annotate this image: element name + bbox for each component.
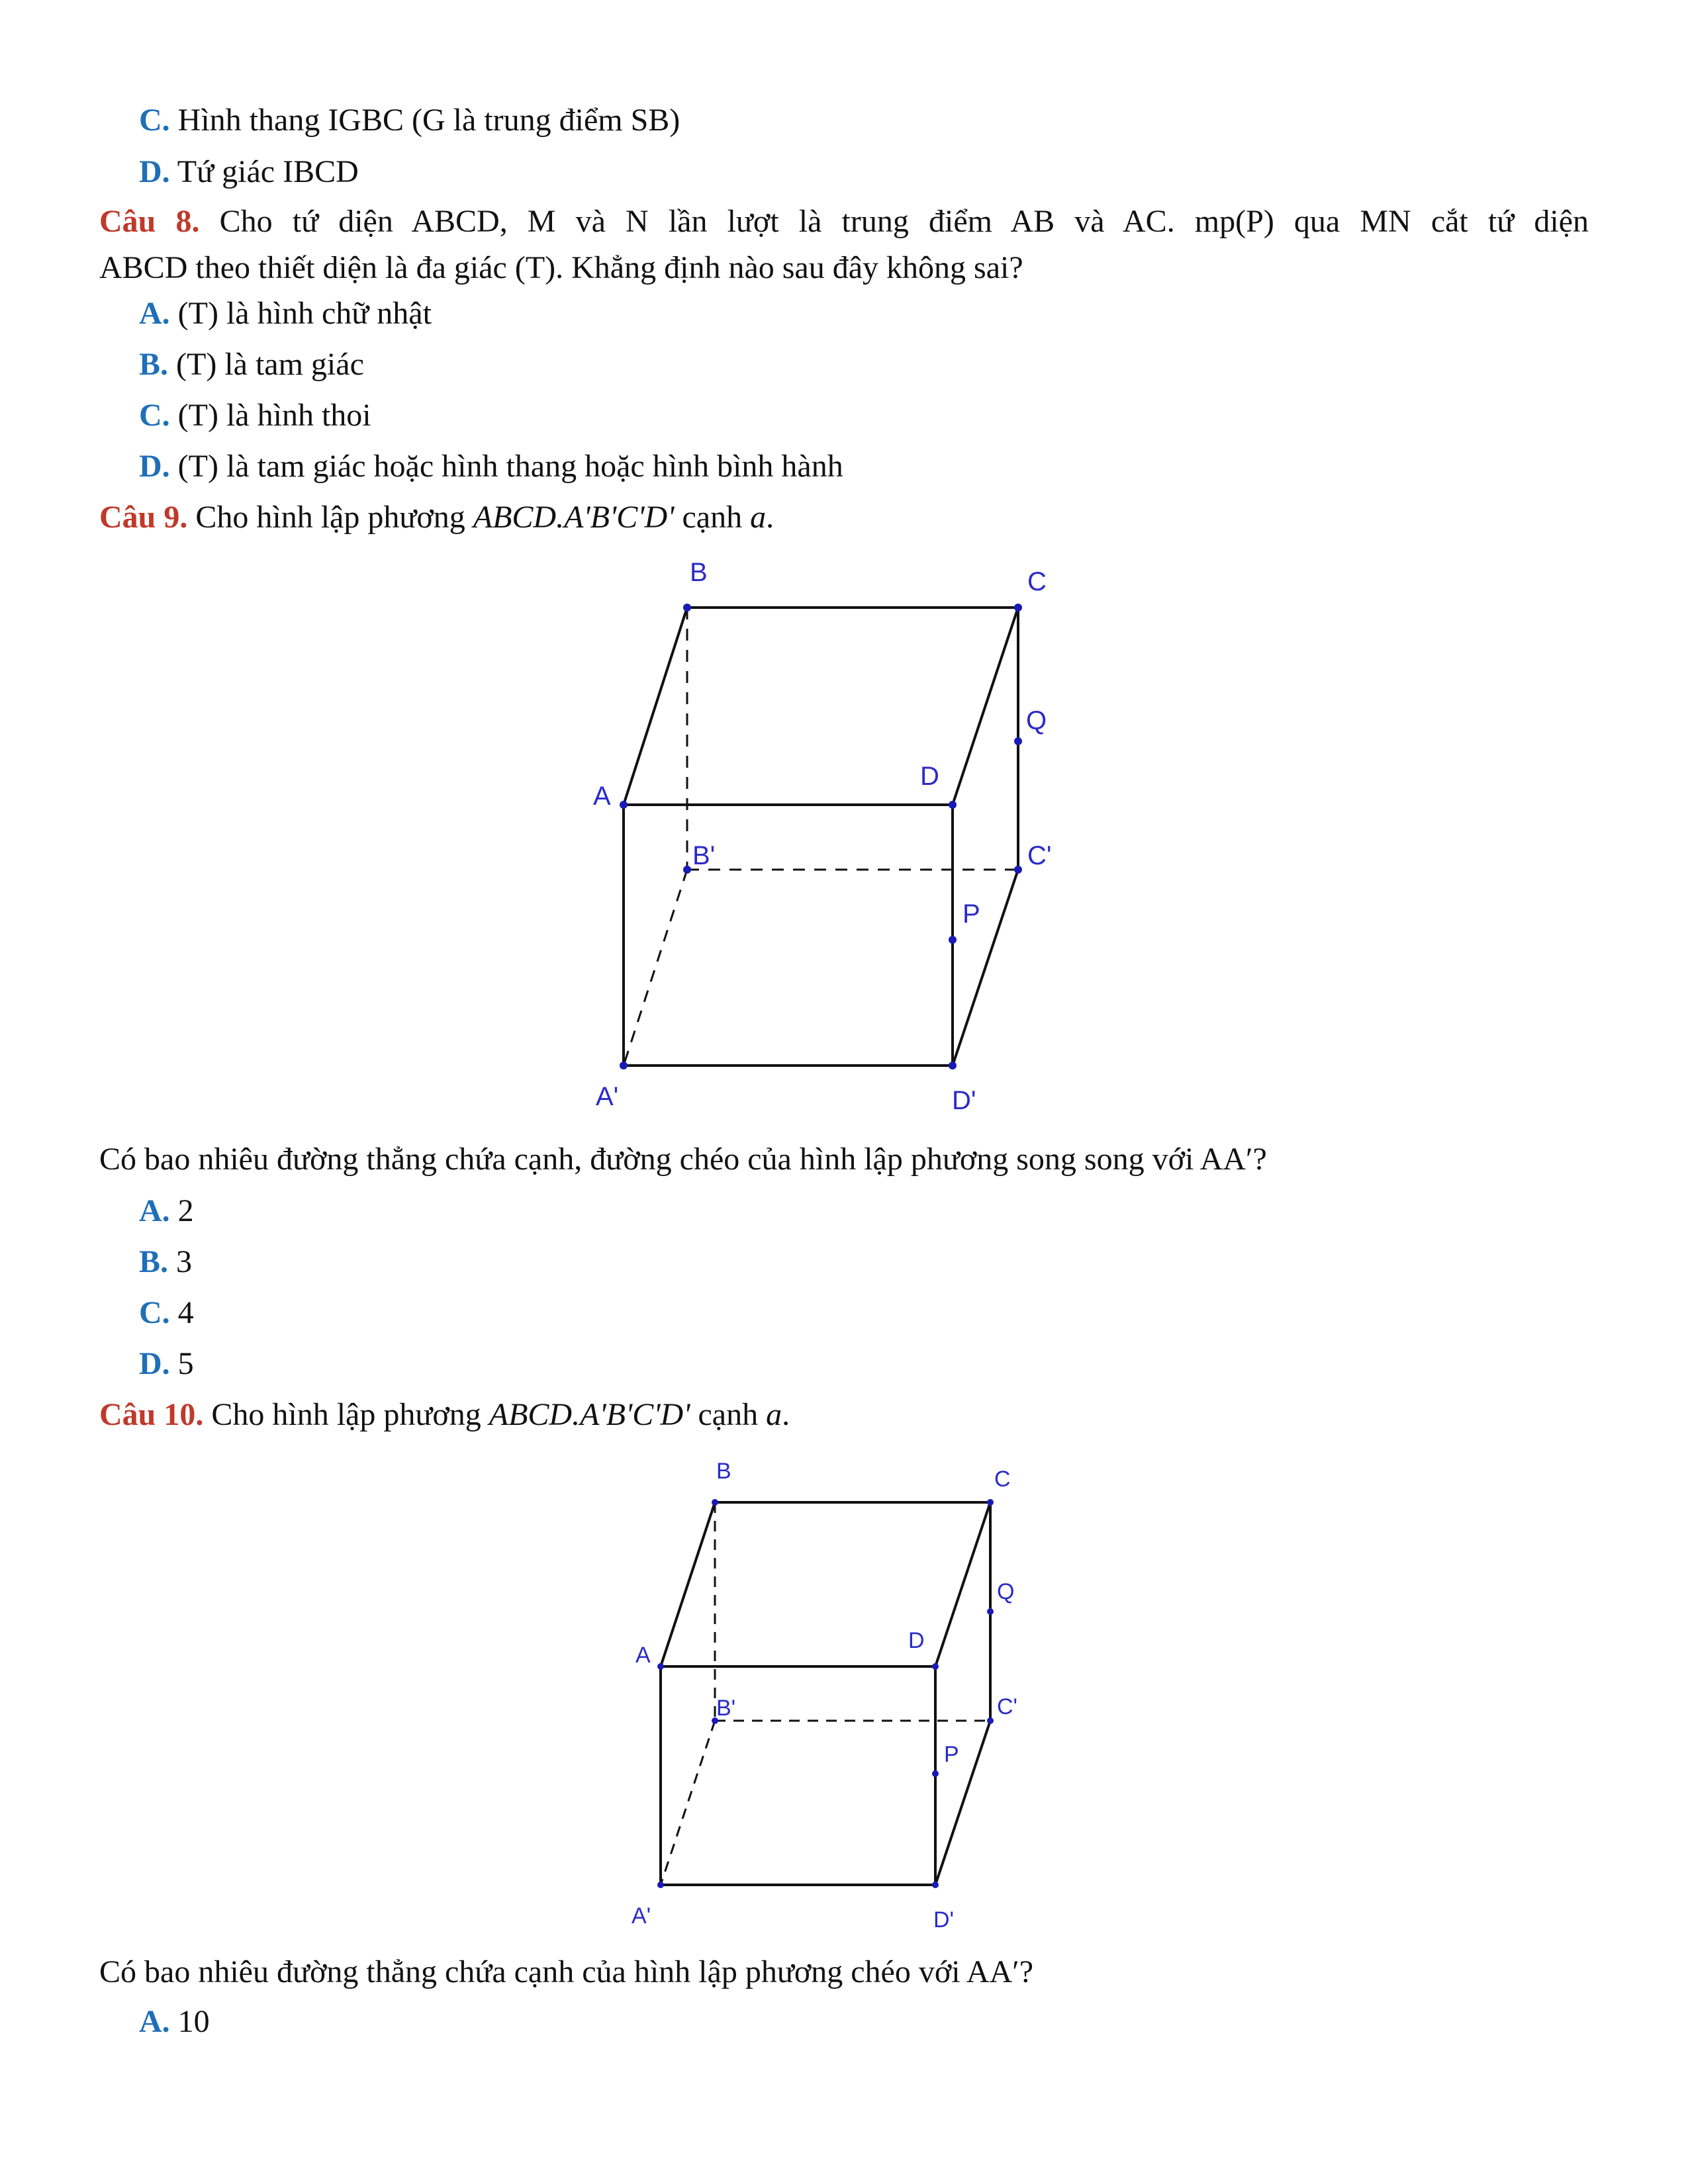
q9-cube-figure (569, 549, 1072, 1132)
vertex-label-d-prime: D' (952, 1086, 976, 1115)
vertex-label-c-prime: C' (997, 1694, 1018, 1719)
option-letter: D. (139, 154, 170, 189)
q8-stem-line2 (0, 248, 1688, 288)
cube-name: ABCD.A'B'C'D' (473, 500, 675, 535)
question-text: cạnh (674, 500, 751, 535)
option-text: (T) là tam giác hoặc hình thang hoặc hình bình hành (169, 449, 843, 484)
q9-option-c (0, 1293, 1688, 1333)
edge-symbol: a (750, 500, 767, 535)
q9-option-d (0, 1344, 1688, 1384)
option-letter: A. (139, 2004, 170, 2039)
question-text: ABCD theo thiết diện là đa giác (T). Khẳng định nào sau đây không sai? (99, 250, 1023, 285)
point-label-p: P (962, 899, 980, 929)
vertex-label-d-prime: D' (933, 1907, 955, 1933)
question-text: Cho tứ diện ABCD, M và N lần lượt là trung điểm AB và AC. mp(P) qua MN cắt tứ diện (199, 204, 1589, 239)
option-text: 4 (169, 1295, 194, 1330)
option-text: (T) là tam giác (168, 347, 364, 382)
vertex-label-b-prime: B' (692, 841, 716, 870)
cube-name: ABCD.A'B'C'D' (489, 1397, 690, 1432)
question-text: Có bao nhiêu đường thẳng chứa cạnh của hình lập phương chéo với AA′? (99, 1954, 1034, 1989)
vertex-label-c: C (1027, 567, 1047, 596)
vertex-label-a: A (635, 1643, 651, 1668)
vertex-label-d: D (908, 1628, 925, 1653)
option-text: 3 (168, 1244, 193, 1279)
option-letter: C. (139, 103, 170, 138)
option-letter: D. (139, 1346, 170, 1381)
question-text: Cho hình lập phương (187, 500, 473, 535)
q7-option-c (0, 101, 1688, 140)
option-letter: D. (139, 449, 170, 484)
option-text: (T) là hình chữ nhật (169, 296, 432, 331)
option-letter: B. (139, 1244, 169, 1279)
q8-option-d (0, 447, 1688, 486)
vertex-label-c: C (994, 1467, 1011, 1492)
question-number: Câu 8. (99, 204, 200, 239)
question-text: cạnh (690, 1397, 767, 1432)
edge-symbol: a (766, 1397, 782, 1432)
option-text: Tứ giác IBCD (169, 154, 359, 189)
vertex-label-b: B (716, 1459, 731, 1484)
option-letter: C. (139, 1295, 170, 1330)
option-text: Hình thang IGBC (G là trung điểm SB) (169, 103, 680, 138)
question-text: Cho hình lập phương (203, 1397, 489, 1432)
vertex-label-b-prime: B' (716, 1696, 736, 1721)
question-number: Câu 10. (99, 1397, 204, 1432)
cube-diagram (622, 1449, 1046, 1933)
question-text: Có bao nhiêu đường thẳng chứa cạnh, đường chéo của hình lập phương song song với AA′? (99, 1142, 1267, 1177)
point-label-q: Q (997, 1579, 1015, 1604)
question-number: Câu 9. (99, 500, 188, 535)
vertex-label-b: B (690, 558, 708, 587)
option-text: (T) là hình thoi (169, 398, 371, 433)
q10-question (0, 1952, 1688, 1992)
point-label-q: Q (1026, 706, 1047, 735)
vertex-label-a-prime: A' (632, 1903, 651, 1929)
q9-stem (0, 498, 1688, 537)
vertex-label-a-prime: A' (596, 1082, 619, 1111)
option-text: 5 (169, 1346, 194, 1381)
q10-stem (0, 1395, 1688, 1435)
q8-option-a (0, 294, 1688, 334)
vertex-label-c-prime: C' (1027, 841, 1052, 870)
punctuation: . (766, 500, 774, 535)
q9-option-b (0, 1242, 1688, 1282)
vertex-label-a: A (593, 782, 611, 811)
q8-option-b (0, 345, 1688, 385)
q10-cube-figure (622, 1449, 1046, 1933)
q9-option-a (0, 1191, 1688, 1231)
option-letter: C. (139, 398, 170, 433)
option-letter: B. (139, 347, 169, 382)
q9-question (0, 1140, 1688, 1179)
vertex-label-d: D (920, 762, 939, 791)
option-letter: A. (139, 296, 170, 331)
option-text: 2 (169, 1193, 194, 1228)
option-text: 10 (169, 2004, 210, 2039)
q8-option-c (0, 396, 1688, 435)
q10-option-a (0, 2002, 1688, 2042)
punctuation: . (782, 1397, 790, 1432)
point-label-p: P (944, 1742, 959, 1767)
option-letter: A. (139, 1193, 170, 1228)
cube-diagram (569, 549, 1072, 1132)
q7-option-d (0, 152, 1688, 192)
q8-stem-line1 (0, 202, 1688, 242)
